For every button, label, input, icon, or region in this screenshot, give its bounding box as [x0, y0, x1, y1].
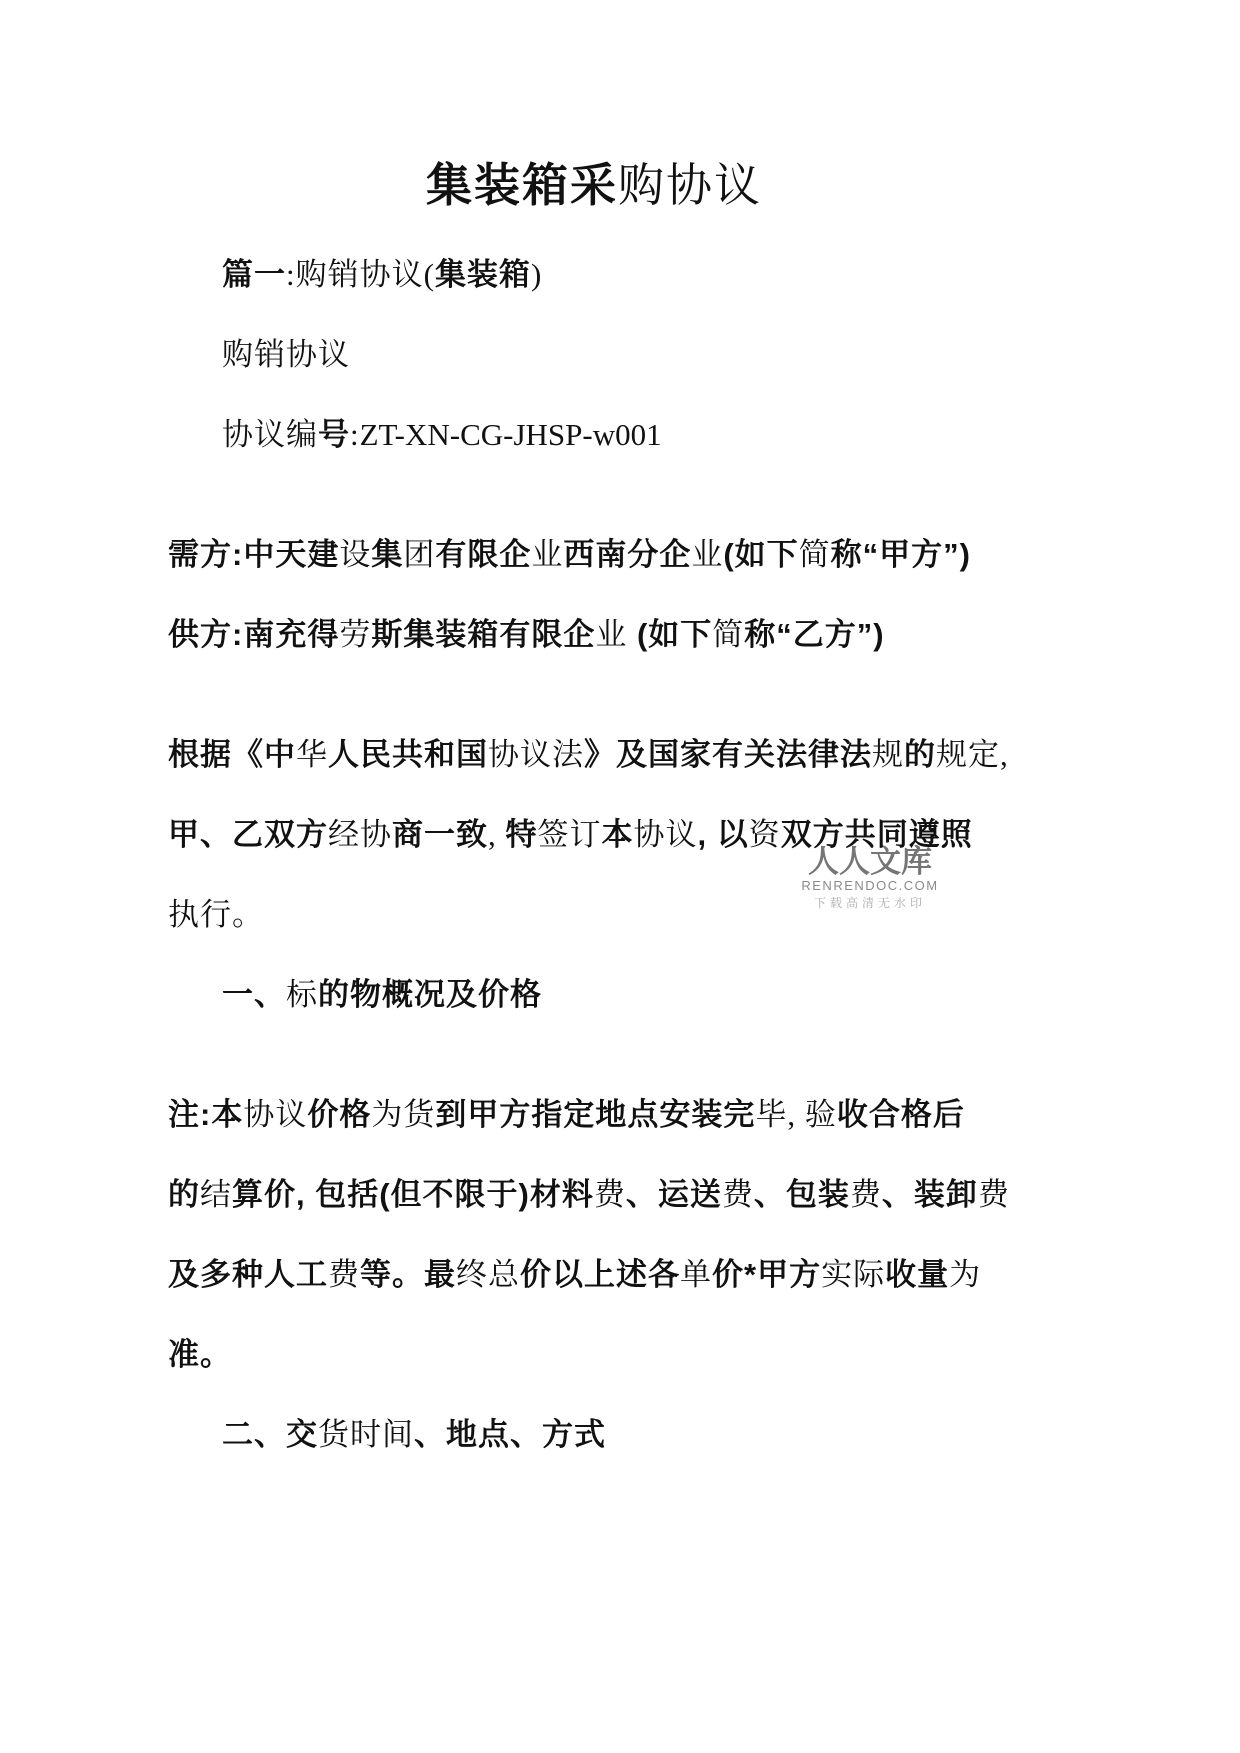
text-segment: 验 — [804, 1097, 837, 1132]
text-segment: 到甲方指定地点安装完 — [435, 1097, 756, 1132]
text-segment: 及多种人工 — [168, 1257, 328, 1292]
text-segment: 费 — [328, 1257, 360, 1292]
text-segment: 价格 — [307, 1097, 372, 1132]
text-segment: 协议 — [633, 817, 698, 852]
text-segment: , — [488, 817, 506, 852]
text-segment: 费 — [849, 1177, 882, 1212]
text-line — [168, 615, 1020, 655]
text-segment: 算价, 包括(但不限于)材料 — [232, 1177, 594, 1212]
text-segment: 价*甲方 — [712, 1257, 822, 1292]
text-segment: 称“乙方”) — [744, 617, 885, 652]
text-segment: 人民共和国 — [328, 737, 488, 772]
text-segment: 业 — [531, 537, 564, 572]
text-line — [168, 1335, 1020, 1375]
text-line — [168, 1175, 1020, 1215]
text-segment: (如下 — [723, 537, 799, 572]
text-segment: 签订 — [537, 817, 602, 852]
text-line — [168, 415, 1020, 455]
text-segment: ZT-XN-CG-JHSP-w001 — [359, 417, 662, 452]
text-segment: 费 — [721, 1177, 754, 1212]
text-segment: 设 — [339, 537, 372, 572]
text-segment: 有限企 — [435, 537, 532, 572]
text-segment: 根据《中 — [168, 737, 296, 772]
text-segment: 团 — [403, 537, 436, 572]
text-segment: 号 — [318, 417, 350, 452]
text-segment: 费 — [593, 1177, 626, 1212]
text-segment: , 以 — [697, 817, 749, 852]
text-segment: 劳 — [339, 617, 372, 652]
text-segment: 协议 — [243, 1097, 308, 1132]
text-segment: 简 — [798, 537, 831, 572]
text-segment: 双方共同遵照 — [780, 817, 973, 852]
text-segment: 、包装 — [753, 1177, 850, 1212]
text-segment: 实际 — [821, 1257, 886, 1292]
text-segment: 价以上述各 — [520, 1257, 680, 1292]
text-segment: 一、 — [222, 977, 286, 1012]
text-segment: 需方:中天建 — [168, 537, 340, 572]
text-segment: 集装箱采 — [426, 159, 618, 211]
text-segment: 特 — [505, 817, 538, 852]
text-segment: 准。 — [168, 1337, 232, 1372]
text-segment: 集装箱 — [434, 257, 531, 292]
document-column — [168, 0, 1020, 1753]
text-line — [168, 895, 1020, 935]
text-line — [168, 1095, 1020, 1135]
text-segment: 、地点、方式 — [414, 1417, 606, 1452]
text-segment: 执行。 — [168, 897, 264, 932]
text-line — [168, 255, 1020, 295]
text-segment: 购销协议 — [222, 337, 350, 372]
text-line — [168, 975, 1020, 1015]
text-line — [168, 335, 1020, 375]
text-segment: 的 — [904, 737, 936, 772]
text-line — [168, 735, 1020, 775]
watermark-tagline: 下载高清无水印 — [813, 896, 926, 910]
text-line — [168, 535, 1020, 575]
text-segment: 收合格后 — [836, 1097, 965, 1132]
text-segment: 的 — [168, 1177, 200, 1212]
text-segment: 的物概况及价格 — [318, 977, 542, 1012]
text-segment: 规 — [872, 737, 904, 772]
text-segment: , — [787, 1097, 805, 1132]
text-segment: 注:本 — [168, 1097, 244, 1132]
text-segment: 购协议 — [618, 160, 762, 211]
text-segment: 西南分企 — [563, 537, 692, 572]
text-segment: 、装卸 — [881, 1177, 978, 1212]
text-segment: 结 — [200, 1177, 232, 1212]
text-segment: 华 — [296, 737, 328, 772]
text-segment: 货时间 — [318, 1417, 414, 1452]
text-segment: 商一致 — [392, 817, 488, 852]
text-segment: 集 — [371, 537, 404, 572]
text-segment: 二、交 — [222, 1417, 318, 1452]
text-segment: 篇一 — [222, 257, 286, 292]
text-segment: 资 — [748, 817, 781, 852]
text-segment: 本 — [601, 817, 634, 852]
text-segment: 终总 — [456, 1257, 520, 1292]
text-line — [168, 1415, 1020, 1455]
text-segment: 协议编 — [222, 417, 318, 452]
text-segment: 、运送 — [625, 1177, 722, 1212]
text-line — [168, 1255, 1020, 1295]
text-segment: 收量 — [885, 1257, 950, 1292]
text-segment: 单 — [680, 1257, 712, 1292]
text-segment: 称“甲方”) — [830, 537, 971, 572]
text-segment: 供方:南充得 — [168, 617, 340, 652]
watermark-brand: 人人文库 — [808, 844, 932, 879]
text-segment: ) — [530, 257, 543, 292]
text-segment: 规定, — [936, 737, 1009, 772]
text-segment: 斯集装箱有限企 — [371, 617, 596, 652]
text-segment: 费 — [977, 1177, 1010, 1212]
text-segment: 甲、乙双方 — [168, 817, 328, 852]
text-segment: 标 — [286, 977, 318, 1012]
document-body — [168, 255, 1020, 1455]
text-line — [168, 815, 1020, 855]
text-segment: 等。最 — [360, 1257, 456, 1292]
text-segment: 经协 — [328, 817, 392, 852]
text-segment: 业 — [595, 617, 628, 652]
page-title — [168, 156, 1020, 215]
text-segment: 毕 — [755, 1097, 788, 1132]
text-segment: 》及国家有关法律法 — [584, 737, 872, 772]
text-segment: 协议法 — [488, 737, 584, 772]
text-segment: :购销协议( — [286, 257, 435, 292]
text-segment: (如下 — [627, 617, 713, 652]
text-segment: : — [350, 417, 360, 452]
text-segment: 简 — [712, 617, 745, 652]
text-segment: 业 — [691, 537, 724, 572]
text-segment: 为 — [949, 1257, 982, 1292]
text-segment: 为货 — [371, 1097, 436, 1132]
watermark-site: RENRENDOC.COM — [801, 878, 939, 893]
